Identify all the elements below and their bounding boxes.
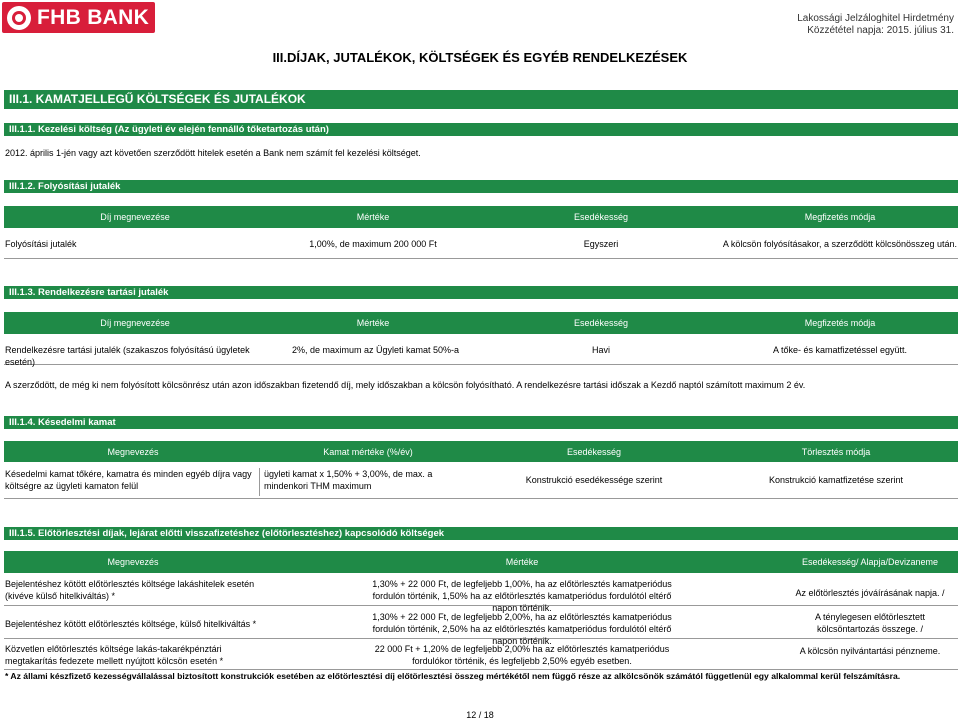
cell-rate: ügyleti kamat x 1,50% + 3,00%, de max. a mindenkori THM maximum [264,469,433,491]
table-header-1-2 [4,206,958,228]
subsection-heading-1-5: III.1.5. Előtörlesztési díjak, lejárat előtti visszafizetéshez (előtörlesztéshez) kapcsolódó költségek [4,527,958,540]
cell-due: Konstrukció esedékessége szerint [525,475,663,485]
cell-due: Egyszeri [583,239,619,249]
cell-rate: 1,30% + 22 000 Ft, de legfeljebb 1,00%, ha az előtörlesztés kamatperiódus fordulón történik, 1,50% ha az előtörlesztés kamatperiódus fordulótól eltérő napon történik. [372,579,672,613]
cell-due: A kölcsön nyilvántartási pénzneme. [799,646,941,656]
cell-rate: 1,00%, de maximum 200 000 Ft [309,239,437,249]
col-header: Megnevezés [107,557,159,567]
cell-payment: A tőke- és kamatfizetéssel együtt. [772,345,908,355]
col-header: Megnevezés [107,446,159,457]
col-header: Esedékesség [573,318,629,328]
table-row [4,606,958,646]
page-title: III.DÍJAK, JUTALÉKOK, KÖLTSÉGEK ÉS EGYÉB RENDELKEZÉSEK [272,50,688,65]
table-row [4,462,958,499]
table-header-1-4 [4,441,958,462]
col-header: Megfizetés módja [804,318,876,328]
footnote: * Az állami készfizető kezességvállalással biztosított konstrukciók esetében az előtörlesztési díj előtörlesztési összeg mértékétől nem függő része az alkölcsönök számától függetlenül egy alkalommal kerül felszámításra. [5,671,901,681]
table-row [4,228,958,259]
cell-name: Késedelmi kamat tőkére, kamatra és minden egyéb díjra vagy költségre az ügyleti kamaton felül [5,468,260,496]
subsection-1-1-note: 2012. április 1-jén vagy azt követően szerződött hitelek esetén a Bank nem számít fel kezelési költséget. [5,148,421,158]
cell-due: Havi [591,345,610,355]
announcement-title: Lakossági Jelzáloghitel Hirdetmény [797,13,954,24]
section-heading-1: III.1. KAMATJELLEGŰ KÖLTSÉGEK ÉS JUTALÉKOK [4,90,958,109]
col-header: Törlesztés módja [801,446,871,457]
col-header: Esedékesség [573,212,629,222]
col-header: Díj megnevezése [100,318,170,328]
cell-rate: 22 000 Ft + 1,20% de legfeljebb 2,00% ha az előtörlesztés kamatperiódus fordulókor történik, és legfeljebb 2,50% egyéb esetben. [374,644,670,666]
subsection-heading-1-2: III.1.2. Folyósítási jutalék [4,180,958,193]
cell-due: A ténylegesen előtörlesztett kölcsöntartozás összege. / [814,612,926,634]
table-row [4,639,958,670]
brand-name: FHB BANK [37,5,150,29]
cell-due: Az előtörlesztés jóváírásának napja. / [795,588,945,598]
publish-date: Közzététel napja: 2015. július 31. [807,25,954,36]
subsection-1-3-note: A szerződött, de még ki nem folyósított kölcsönrész után azon időszakban fizetendő díj, mely időszakban a kölcsön folyósítható. A rendelkezésre tartási időszak a Kezdő naptól számított maximum 2 év. [5,380,806,390]
col-header: Esedékesség [566,446,622,457]
fhb-logo-icon [7,6,31,30]
col-header: Mértéke [505,557,539,567]
header-info [797,13,954,37]
col-header: Díj megnevezése [100,212,170,222]
cell-name: Közvetlen előtörlesztés költsége lakás-takarékpénztári megtakarítás fedezete mellett nyújtott kölcsön esetén * [5,644,224,666]
col-header: Kamat mértéke (%/év) [323,446,413,457]
table-row [4,573,958,613]
cell-name: Bejelentéshez kötött előtörlesztés költsége lakáshitelek esetén (kivéve külső hitelkiváltás) * [5,579,255,601]
subsection-heading-1-1: III.1.1. Kezelési költség (Az ügyleti év elején fennálló tőketartozás után) [4,123,958,136]
col-header: Megfizetés módja [804,212,876,222]
cell-rate: 2%, de maximum az Ügyleti kamat 50%-a [292,345,460,355]
col-header: Mértéke [356,318,390,328]
col-header: Mértéke [356,212,390,222]
cell-name: Bejelentéshez kötött előtörlesztés költsége, külső hitelkiváltás * [5,619,257,629]
cell-payment: A kölcsön folyósításakor, a szerződött kölcsönösszeg után. [722,239,958,249]
page-number: 12 / 18 [466,710,494,720]
table-header-1-3 [4,312,958,334]
cell-name: Rendelkezésre tartási jutalék (szakaszos folyósítású ügyletek esetén) [5,345,250,367]
cell-rate: 1,30% + 22 000 Ft, de legfeljebb 2,00%, ha az előtörlesztés kamatperiódus fordulón történik, 2,50% ha az előtörlesztés kamatperiódus fordulótól eltérő napon történik. [372,612,672,646]
table-header-1-5 [4,551,958,573]
fhb-bank-logo [2,2,155,33]
cell-name: Folyósítási jutalék [5,239,77,249]
subsection-heading-1-4: III.1.4. Késedelmi kamat [4,416,958,429]
subsection-heading-1-3: III.1.3. Rendelkezésre tartási jutalék [4,286,958,299]
col-header: Esedékesség/ Alapja/Devizaneme [801,557,939,567]
table-row [4,334,958,365]
cell-repayment: Konstrukció kamatfizetése szerint [768,475,904,485]
